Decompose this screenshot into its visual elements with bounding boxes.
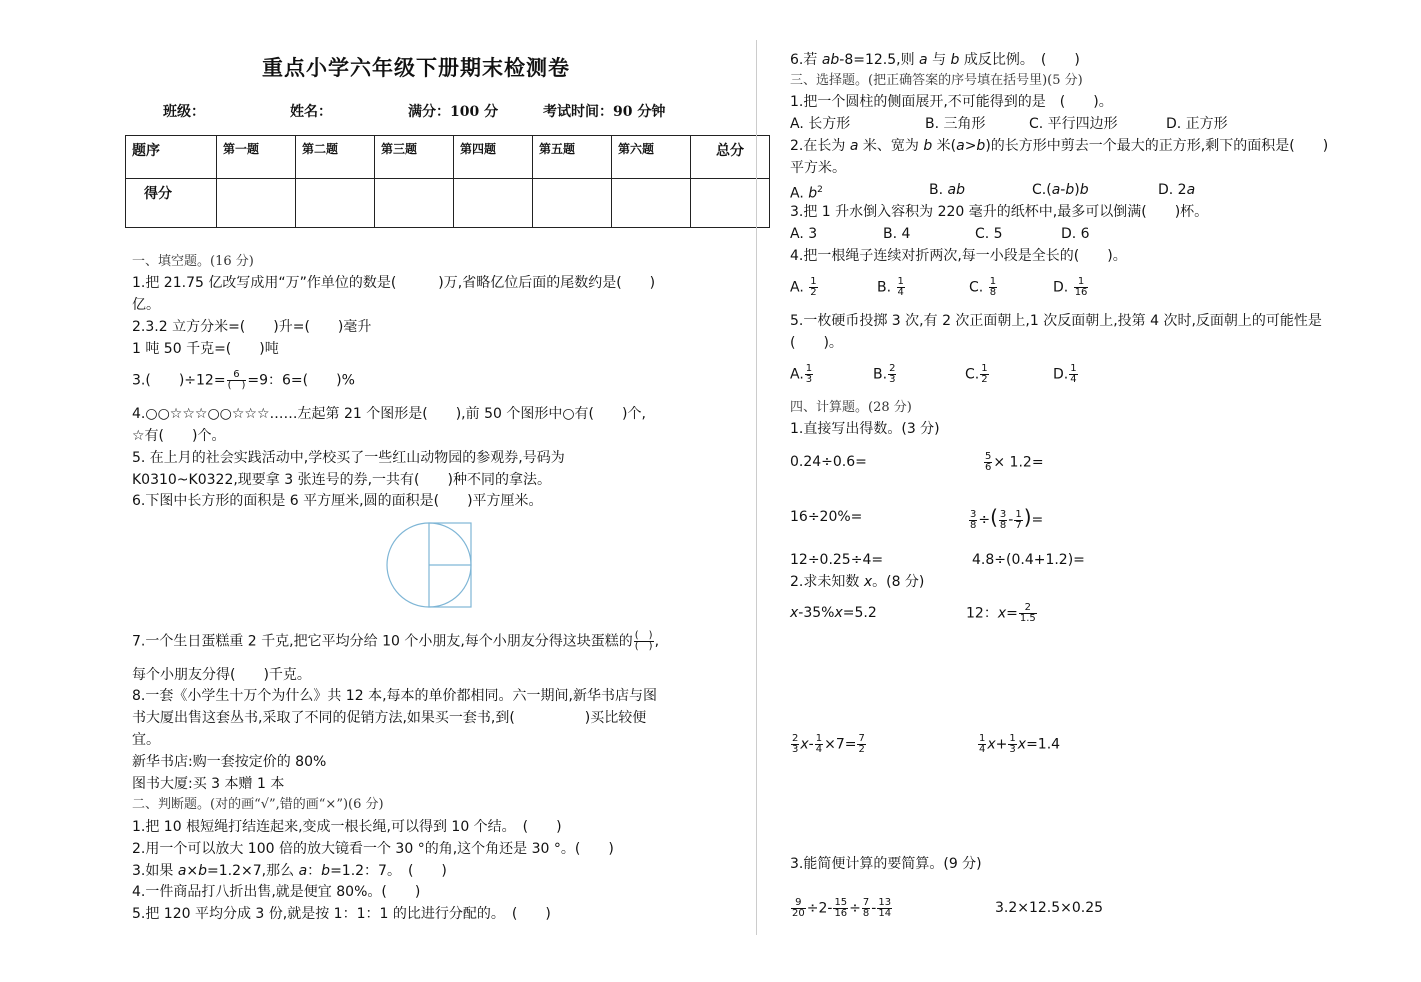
calc-1-expr-6: 4.8÷(0.4+1.2)= [972,552,1085,568]
fraction-denominator: ( ) [634,641,653,652]
fraction-numerator: 6 [227,370,247,381]
fraction [227,370,247,391]
operator: - [808,736,814,753]
score-header-cell: 第六题 [612,136,691,179]
judge-3 [132,861,447,881]
fraction-denominator: 8 [989,287,997,298]
fraction [978,734,986,755]
choice-2-text: 米、宽为 [858,138,924,154]
operator: - [1060,182,1066,198]
fraction-denominator: 8 [862,908,870,919]
choice-1-option-b: B. 三角形 [925,116,986,132]
var-x: x [800,736,809,753]
section-true-false-title: 二、判断题。(对的画“√”,错的画“×”)(6 分) [132,797,384,812]
choice-2-option-b [929,180,965,200]
fraction-numerator: 3 [999,508,1007,520]
fraction-numerator: 2 [1019,603,1037,614]
var-b: b [198,863,208,879]
paren: ( [990,505,998,529]
fraction-denominator: ( ) [227,380,246,391]
fraction-denominator: 1.5 [1019,613,1036,624]
option-label: D. [1053,279,1069,296]
fraction [969,510,977,531]
question-5-line-1: 5. 在上月的社会实践活动中,学校买了一些红山动物园的参观券,号码为 [132,450,565,466]
fraction [857,734,865,755]
fraction-denominator: 14 [878,908,892,919]
fraction-denominator: 2 [981,374,988,385]
fraction-numerator: ( ) [634,630,653,641]
option-label: C. [965,366,980,383]
choice-2-option-c [1032,180,1089,200]
section-choice-title: 三、选择题。(把正确答案的序号填在括号里)(5 分) [790,73,1083,88]
fraction-numerator: 1 [1015,508,1022,520]
choice-2-text: 米( [932,138,957,154]
choice-2-option-d [1158,180,1195,200]
score-header-cell: 第五题 [533,136,612,179]
fraction-numerator: 1 [979,733,986,744]
var-b: b [1079,182,1089,198]
choice-2-line-1 [790,136,1328,156]
question-2-line-1: 2.3.2 立方分米=( )升=( )毫升 [132,319,372,335]
var-x: x [987,736,996,753]
option-label: A. [790,185,809,202]
fraction-denominator: 16 [1074,287,1088,298]
fraction-numerator: 1 [810,276,817,287]
fraction-denominator: 3 [1009,744,1016,755]
question-8-line-1: 8.一套《小学生十万个为什么》共 12 本,每本的单价都相同。六一期间,新华书店与图 [132,688,657,704]
judge-4: 4.一件商品打八折出售,就是便宜 80%。( ) [132,884,421,900]
question-1-line-1: 1.把 21.75 亿改写成用“万”作单位的数是( )万,省略亿位后面的尾数约是( ) [132,275,656,291]
judge-6-text: 6.若 [790,52,822,68]
choice-2-line-2: 平方米。 [790,160,846,176]
var-a: a [298,863,308,879]
var-b: b [923,138,933,154]
condition: a>b [956,138,986,154]
fraction-numerator: 7 [862,897,870,908]
option-label: D. 2 [1158,182,1187,198]
score-header-cell: 第四题 [454,136,533,179]
calc-3-expr-1 [790,898,893,919]
exam-time-label: 考试时间：90 分钟 [543,104,666,120]
question-1-line-2: 亿。 [132,297,160,313]
var-x: x [997,605,1007,622]
option-label: A. [790,279,804,296]
calc-2-text: 2.求未知数 [790,574,864,590]
fraction-denominator: 2 [810,287,817,298]
fraction [1014,510,1022,531]
choice-5-option-d [1053,364,1079,385]
fraction [999,510,1007,531]
fraction-denominator: 4 [979,744,986,755]
score-row-label: 得分 [126,179,217,228]
exponent: 2 [817,185,823,195]
fraction [809,277,817,298]
fraction-denominator: 16 [834,908,848,919]
question-8-line-3: 宜。 [132,732,160,748]
calc-1-expr-1: 0.24÷0.6= [790,454,867,470]
judge-6-text: 与 [927,52,951,68]
question-4-line-1: 4.○○☆☆☆○○☆☆☆……左起第 21 个图形是( ),前 50 个图形中○有( )个, [132,406,646,422]
calc-2-title [790,572,924,592]
fraction [989,277,997,298]
choice-1-option-c: C. 平行四边形 [1029,116,1118,132]
fraction-denominator: 3 [889,374,896,385]
fraction [862,898,870,919]
option-label: C.( [1032,182,1052,198]
var-b: b [950,52,960,68]
section-calculation-title: 四、计算题。(28 分) [790,400,912,415]
question-8-line-2: 书大厦出售这套丛书,采取了不同的促销方法,如果买一套书,到( )买比较便 [132,710,647,726]
choice-4-option-d [1053,277,1089,298]
expr-text: = [1006,605,1018,622]
score-header-cell: 第三题 [375,136,454,179]
choice-5-option-b [873,364,897,385]
fraction-denominator: 3 [792,744,799,755]
operator: + [995,736,1008,753]
expr-text: 12： [966,605,998,622]
question-5-line-2: K0310~K0322,现要拿 3 张连号的券,一共有( )种不同的拿法。 [132,472,551,488]
calc-1-expr-3: 16÷20%= [790,509,863,525]
var-a: a [1186,182,1196,198]
choice-1-option-a: A. 长方形 [790,116,851,132]
score-table [125,135,770,228]
score-cell[interactable] [217,179,296,228]
fraction [1019,603,1037,624]
calc-3-title: 3.能简便计算的要简算。(9 分) [790,856,982,872]
score-header-cell: 第二题 [296,136,375,179]
var-x: x [863,574,873,590]
choice-1-option-d: D. 正方形 [1166,116,1228,132]
score-header-cell: 题序 [126,136,217,179]
calc-2-expr-3 [790,734,867,755]
judge-5: 5.把 120 平均分成 3 份,就是按 1：1：1 的比进行分配的。 ( ) [132,906,551,922]
choice-4-option-a [790,277,819,298]
fraction [877,898,892,919]
judge-2: 2.用一个可以放大 100 倍的放大镜看一个 30 °的角,这个角还是 30 °。( ) [132,841,614,857]
judge-6 [790,50,1080,70]
fraction [1074,277,1089,298]
score-cell[interactable] [691,179,770,228]
expr-text: ÷2- [806,900,833,917]
option-label: A. [790,366,804,383]
choice-3-option-a: A. 3 [790,226,818,242]
calc-2-expr-2 [966,603,1038,624]
fraction [805,364,813,385]
judge-3-text: × [186,863,199,879]
fraction-denominator: 6 [985,462,992,473]
class-label: 班级： [163,104,205,120]
fraction [1069,364,1077,385]
expr-text: × 1.2= [993,454,1044,471]
var-b: b [1065,182,1075,198]
var-x: x [834,605,843,621]
choice-3: 3.把 1 升水倒入容积为 220 毫升的纸杯中,最多可以倒满( )杯。 [790,204,1209,220]
fraction-denominator: 7 [1015,519,1022,531]
judge-3-text: ： [307,863,322,879]
question-8-line-4: 新华书店:购一套按定价的 80% [132,754,327,770]
var-a: a [1051,182,1061,198]
choice-2-text: 2.在长为 [790,138,850,154]
paren: ) [1023,505,1032,529]
score-cell[interactable] [296,179,375,228]
question-4-line-2: ☆有( )个。 [132,428,226,444]
judge-3-text: 3.如果 [132,863,178,879]
choice-4-option-b [877,277,906,298]
judge-1: 1.把 10 根短绳打结连起来,变成一根长绳,可以得到 10 个结。 ( ) [132,819,562,835]
var-ab: ab [821,52,840,68]
fraction [634,631,654,652]
var-x: x [790,605,799,621]
question-6: 6.下图中长方形的面积是 6 平方厘米,圆的面积是( )平方厘米。 [132,493,543,509]
calc-1-expr-2 [983,452,1044,473]
calc-2-expr-1 [790,603,877,623]
fraction-denominator: 4 [815,744,823,755]
fraction-denominator: 20 [792,908,805,919]
choice-5-line-2: ( )。 [790,335,843,351]
choice-3-option-c: C. 5 [975,226,1003,242]
calc-3-expr-2: 3.2×12.5×0.25 [995,900,1104,916]
fraction [984,452,992,473]
fraction-denominator: 4 [897,287,904,298]
choice-2-option-a [790,180,823,204]
score-cell[interactable] [533,179,612,228]
question-7-line-1 [132,631,659,652]
full-score-label: 满分：100 分 [408,104,499,120]
operator: ÷ [978,512,991,528]
choice-2-text: )的长方形中剪去一个最大的正方形,剩下的面积是( ) [985,138,1329,154]
expr-text: -35% [798,605,835,621]
page-title: 重点小学六年级下册期末检测卷 [262,55,570,80]
var-x: x [1017,736,1027,753]
judge-3-text: =1.2×7,那么 [207,863,299,879]
fraction [980,364,988,385]
fraction [888,364,896,385]
column-divider [756,40,757,935]
choice-5-option-a [790,364,814,385]
operator: ÷ [849,900,861,917]
option-label: B. [873,366,888,383]
fraction-numerator: 5 [985,451,992,462]
score-header-cell: 总分 [691,136,770,179]
option-label: D. [1053,366,1069,383]
question-3 [132,370,355,391]
fraction-numerator: 1 [1074,277,1089,288]
choice-5-line-1: 5.一枚硬币投掷 3 次,有 2 次正面朝上,1 次反面朝上,投第 4 次时,反面朝上的可能性是 [790,313,1322,329]
fraction-numerator: 1 [989,276,997,287]
var-b: b [808,185,818,202]
score-cell[interactable] [454,179,533,228]
fraction-numerator: 13 [878,897,892,908]
calc-2-text: 。(8 分) [872,574,925,590]
fraction-denominator: 8 [970,519,977,531]
var-a: a [919,52,928,68]
choice-3-option-d: D. 6 [1061,226,1090,242]
judge-6-text: -8=12.5,则 [839,52,920,68]
question-7-line-2: 每个小朋友分得( )千克。 [132,667,311,683]
question-3-prefix: 3.( )÷12= [132,372,226,389]
judge-3-text: =1.2：7。 ( ) [330,863,447,879]
operator: - [1008,512,1014,528]
choice-5-option-c [965,364,990,385]
expr-text: =5.2 [842,605,877,621]
name-label: 姓名： [290,104,332,120]
fraction-numerator: 1 [1070,363,1077,374]
calc-1-expr-4 [968,507,1043,531]
fraction [833,898,848,919]
expr-text: =1.4 [1026,736,1061,753]
calc-2-expr-4 [977,734,1060,755]
fraction-numerator: 2 [792,733,799,744]
expr-text: ×7= [824,736,857,753]
choice-4-option-c [969,277,998,298]
choice-3-option-b: B. 4 [883,226,911,242]
var-b: b [321,863,331,879]
score-cell[interactable] [612,179,691,228]
fraction-numerator: 2 [889,363,896,374]
fraction-numerator: 1 [981,363,988,374]
fraction [791,898,806,919]
question-8-line-5: 图书大厦:买 3 本赠 1 本 [132,776,285,792]
question-3-suffix: =9：6=( )% [247,372,355,389]
fraction-denominator: 3 [805,374,813,385]
question-7-comma: , [654,633,660,650]
fraction-numerator: 1 [897,276,904,287]
option-label: C. [969,279,984,296]
option-label: B. [877,279,892,296]
calc-1-title: 1.直接写出得数。(3 分) [790,421,940,437]
fraction-numerator: 3 [970,508,977,520]
score-cell[interactable] [375,179,454,228]
fraction-numerator: 1 [805,363,813,374]
option-label: B. [929,182,948,198]
fraction [791,734,799,755]
fraction [897,277,905,298]
var-a: a [849,138,859,154]
fraction-numerator: 9 [791,898,806,909]
choice-4: 4.把一根绳子连续对折两次,每一小段是全长的( )。 [790,248,1127,264]
fraction-numerator: 7 [858,733,865,744]
fraction [815,734,823,755]
fraction-numerator: 1 [1009,733,1016,744]
judge-6-text: 成反比例。 ( ) [959,52,1080,68]
fraction-numerator: 15 [834,897,848,908]
fraction-numerator: 1 [815,733,823,744]
circle-rectangle-figure [384,520,476,612]
fraction-denominator: 4 [1070,374,1077,385]
fraction-denominator: 8 [999,519,1007,531]
operator: - [871,900,877,917]
var-ab: ab [947,182,965,198]
question-7-text: 7.一个生日蛋糕重 2 千克,把它平均分给 10 个小朋友,每个小朋友分得这块蛋糕的 [132,633,633,650]
section-fill-blank-title: 一、填空题。(16 分) [132,254,254,269]
score-header-cell: 第一题 [217,136,296,179]
calc-1-expr-5: 12÷0.25÷4= [790,552,884,568]
fraction [1008,734,1016,755]
expr-text: = [1031,512,1044,528]
question-2-line-2: 1 吨 50 千克=( )吨 [132,341,279,357]
paren: ) [1074,182,1080,198]
fraction-denominator: 2 [858,744,865,755]
var-a: a [177,863,187,879]
choice-1: 1.把一个圆柱的侧面展开,不可能得到的是 ( )。 [790,94,1113,110]
